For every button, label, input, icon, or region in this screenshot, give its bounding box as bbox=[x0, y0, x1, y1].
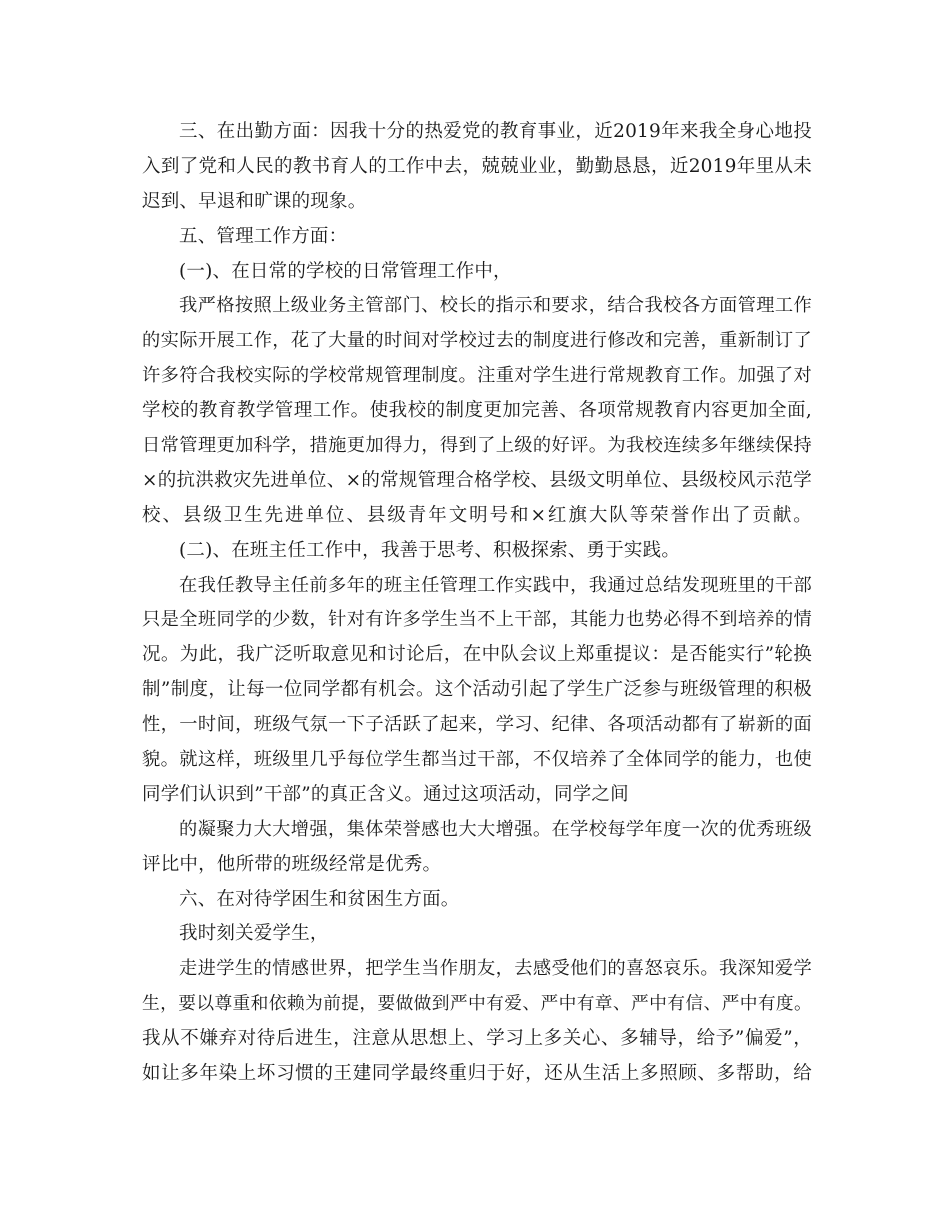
text-line: 只是全班同学的少数，针对有许多学生当不上干部，其能力也势必得不到培养的情 bbox=[142, 609, 812, 631]
text-line: 况。为此，我广泛听取意见和讨论后，在中队会议上郑重提议：是否能实行”轮换 bbox=[142, 644, 812, 666]
text-line: 我从不嫌弃对待后进生，注意从思想上、学习上多关心、多辅导，给予”偏爱”， bbox=[142, 1028, 812, 1050]
text-line: 我严格按照上级业务主管部门、校长的指示和要求，结合我校各方面管理工作 bbox=[179, 295, 812, 317]
text-line: 如让多年染上坏习惯的王建同学最终重归于好，还从生活上多照顾、多帮助，给 bbox=[142, 1063, 812, 1085]
text-line: 许多符合我校实际的学校常规管理制度。注重对学生进行常规教育工作。加强了对 bbox=[142, 365, 812, 387]
text-line: 生，要以尊重和依赖为前提，要做做到严中有爱、严中有章、严中有信、严中有度。 bbox=[142, 994, 812, 1015]
text-line: 校、县级卫生先进单位、县级青年文明号和×红旗大队等荣誉作出了贡献。 bbox=[142, 504, 812, 526]
text-line: 学校的教育教学管理工作。使我校的制度更加完善、各项常规教育内容更加全面, bbox=[142, 400, 812, 422]
text-line: 六、在对待学困生和贫困生方面。 bbox=[179, 888, 460, 910]
text-line: 入到了党和人民的教书育人的工作中去，兢兢业业，勤勤恳恳，近2019年里从未 bbox=[142, 155, 812, 177]
text-line: 性，一时间，班级气氛一下子活跃了起来，学习、纪律、各项活动都有了崭新的面 bbox=[142, 714, 812, 736]
text-line: 的凝聚力大大增强，集体荣誉感也大大增强。在学校每学年度一次的优秀班级 bbox=[179, 818, 812, 840]
text-line: 貌。就这样，班级里几乎每位学生都当过干部，不仅培养了全体同学的能力，也使 bbox=[142, 749, 812, 771]
text-line: 日常管理更加科学，措施更加得力，得到了上级的好评。为我校连续多年继续保持 bbox=[142, 435, 812, 457]
text-line: 在我任教导主任前多年的班主任管理工作实践中，我通过总结发现班里的干部 bbox=[179, 574, 812, 596]
text-line: 三、在出勤方面：因我十分的热爱党的教育事业，近2019年来我全身心地投 bbox=[179, 121, 812, 142]
text-line: (一)、在日常的学校的日常管理工作中， bbox=[179, 260, 512, 282]
document-body bbox=[142, 115, 812, 1092]
text-line: 五、管理工作方面： bbox=[179, 225, 348, 247]
text-line: 的实际开展工作，花了大量的时间对学校过去的制度进行修改和完善，重新制订了 bbox=[142, 330, 812, 352]
text-line: 制”制度，让每一位同学都有机会。这个活动引起了学生广泛参与班级管理的积极 bbox=[142, 679, 812, 701]
text-line: ×的抗洪救灾先进单位、×的常规管理合格学校、县级文明单位、县级校风示范学 bbox=[142, 469, 812, 491]
text-line: 同学们认识到”干部”的真正含义。通过这项活动，同学之间 bbox=[142, 783, 629, 805]
text-line: 迟到、早退和旷课的现象。 bbox=[142, 190, 367, 212]
text-line: 我时刻关爱学生， bbox=[179, 923, 329, 945]
text-line: 评比中，他所带的班级经常是优秀。 bbox=[142, 853, 442, 875]
text-line: 走进学生的情感世界，把学生当作朋友，去感受他们的喜怒哀乐。我深知爱学 bbox=[179, 958, 812, 980]
text-line: (二)、在班主任工作中，我善于思考、积极探索、勇于实践。 bbox=[179, 539, 681, 561]
